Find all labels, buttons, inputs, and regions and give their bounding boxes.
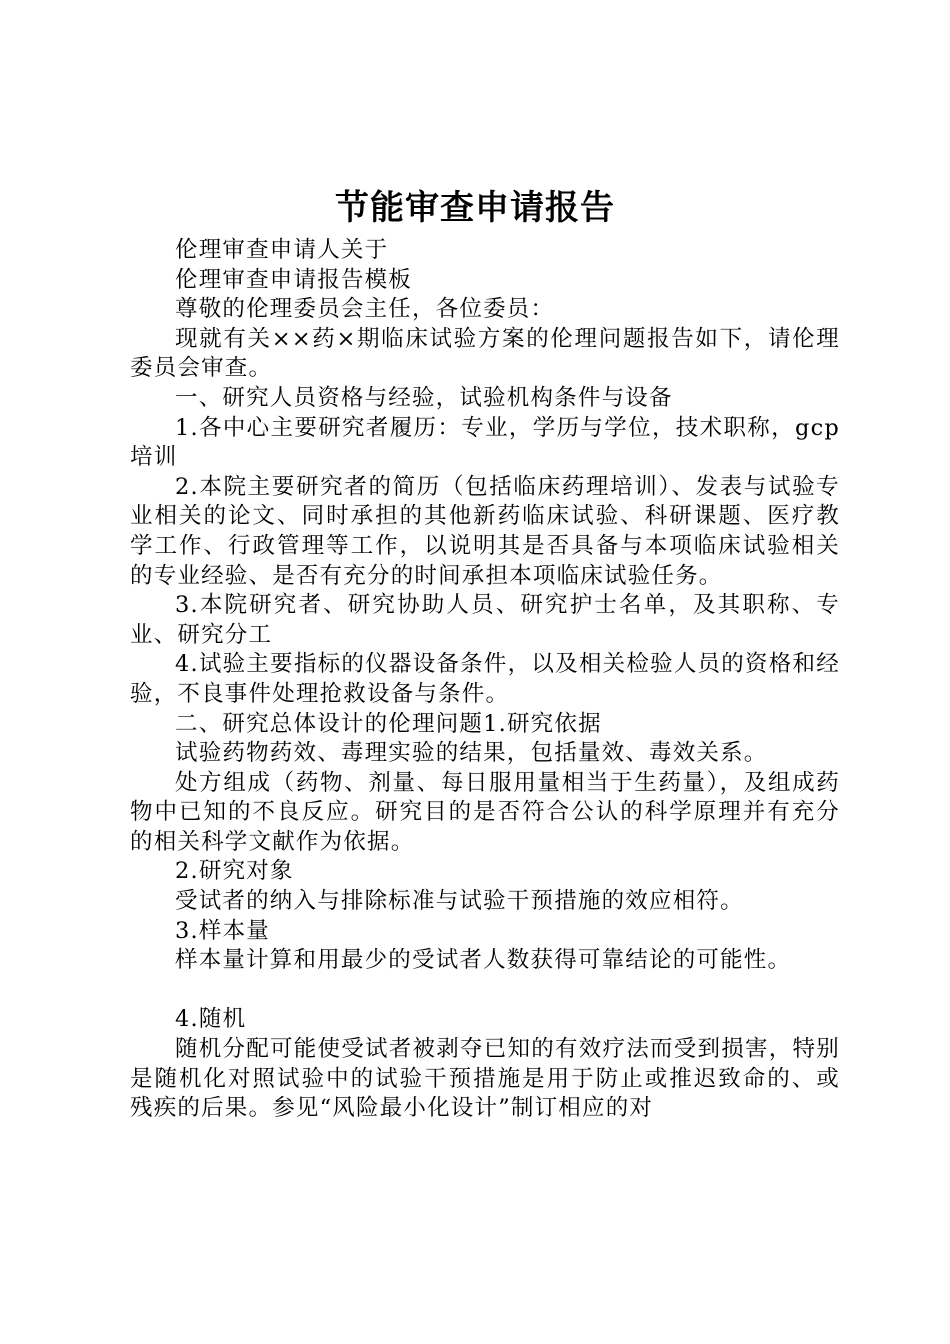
paragraph: 伦理审查申请报告模板 (175, 266, 413, 293)
paragraph: 受试者的纳入与排除标准与试验干预措施的效应相符。 (175, 888, 744, 915)
subheading: 2.研究对象 (175, 858, 294, 885)
section-heading: 一、研究人员资格与经验，试验机构条件与设备 (175, 384, 673, 411)
document-body (130, 236, 840, 1124)
paragraph: 4.试验主要指标的仪器设备条件，以及相关检验人员的资格和经验，不良事件处理抢救设备与条件。 (130, 651, 840, 707)
paragraph: 试验药物药效、毒理实验的结果，包括量效、毒效关系。 (175, 740, 768, 767)
paragraph: 样本量计算和用最少的受试者人数获得可靠结论的可能性。 (175, 947, 792, 974)
document-title: 节能审查申请报告 (335, 188, 615, 228)
paragraph: 2.本院主要研究者的简历（包括临床药理培训）、发表与试验专业相关的论文、同时承担的其他新药临床试验、科研课题、医疗教学工作、行政管理等工作，以说明其是否具备与本项临床试验相关的专业经验、是否有充分的时间承担本项临床试验任务。 (130, 473, 840, 589)
paragraph: 现就有关××药×期临床试验方案的伦理问题报告如下，请伦理委员会审查。 (130, 325, 840, 382)
section-heading: 二、研究总体设计的伦理问题1.研究依据 (175, 710, 602, 737)
subheading: 4.随机 (175, 1006, 247, 1033)
paragraph: 3.本院研究者、研究协助人员、研究护士名单，及其职称、专业、研究分工 (130, 592, 840, 648)
subheading: 3.样本量 (175, 917, 270, 944)
blank-line (130, 976, 840, 1006)
paragraph: 处方组成（药物、剂量、每日服用量相当于生药量），及组成药物中已知的不良反应。研究目的是否符合公认的科学原理并有充分的相关科学文献作为依据。 (130, 769, 840, 855)
paragraph: 随机分配可能使受试者被剥夺已知的有效疗法而受到损害，特别是随机化对照试验中的试验干预措施是用于防止或推迟致命的、或残疾的后果。参见“风险最小化设计”制订相应的对 (130, 1036, 840, 1122)
paragraph: 伦理审查申请人关于 (175, 237, 389, 263)
paragraph: 尊敬的伦理委员会主任，各位委员： (175, 296, 555, 323)
paragraph: 1.各中心主要研究者履历：专业，学历与学位，技术职称，gcp培训 (130, 414, 840, 471)
